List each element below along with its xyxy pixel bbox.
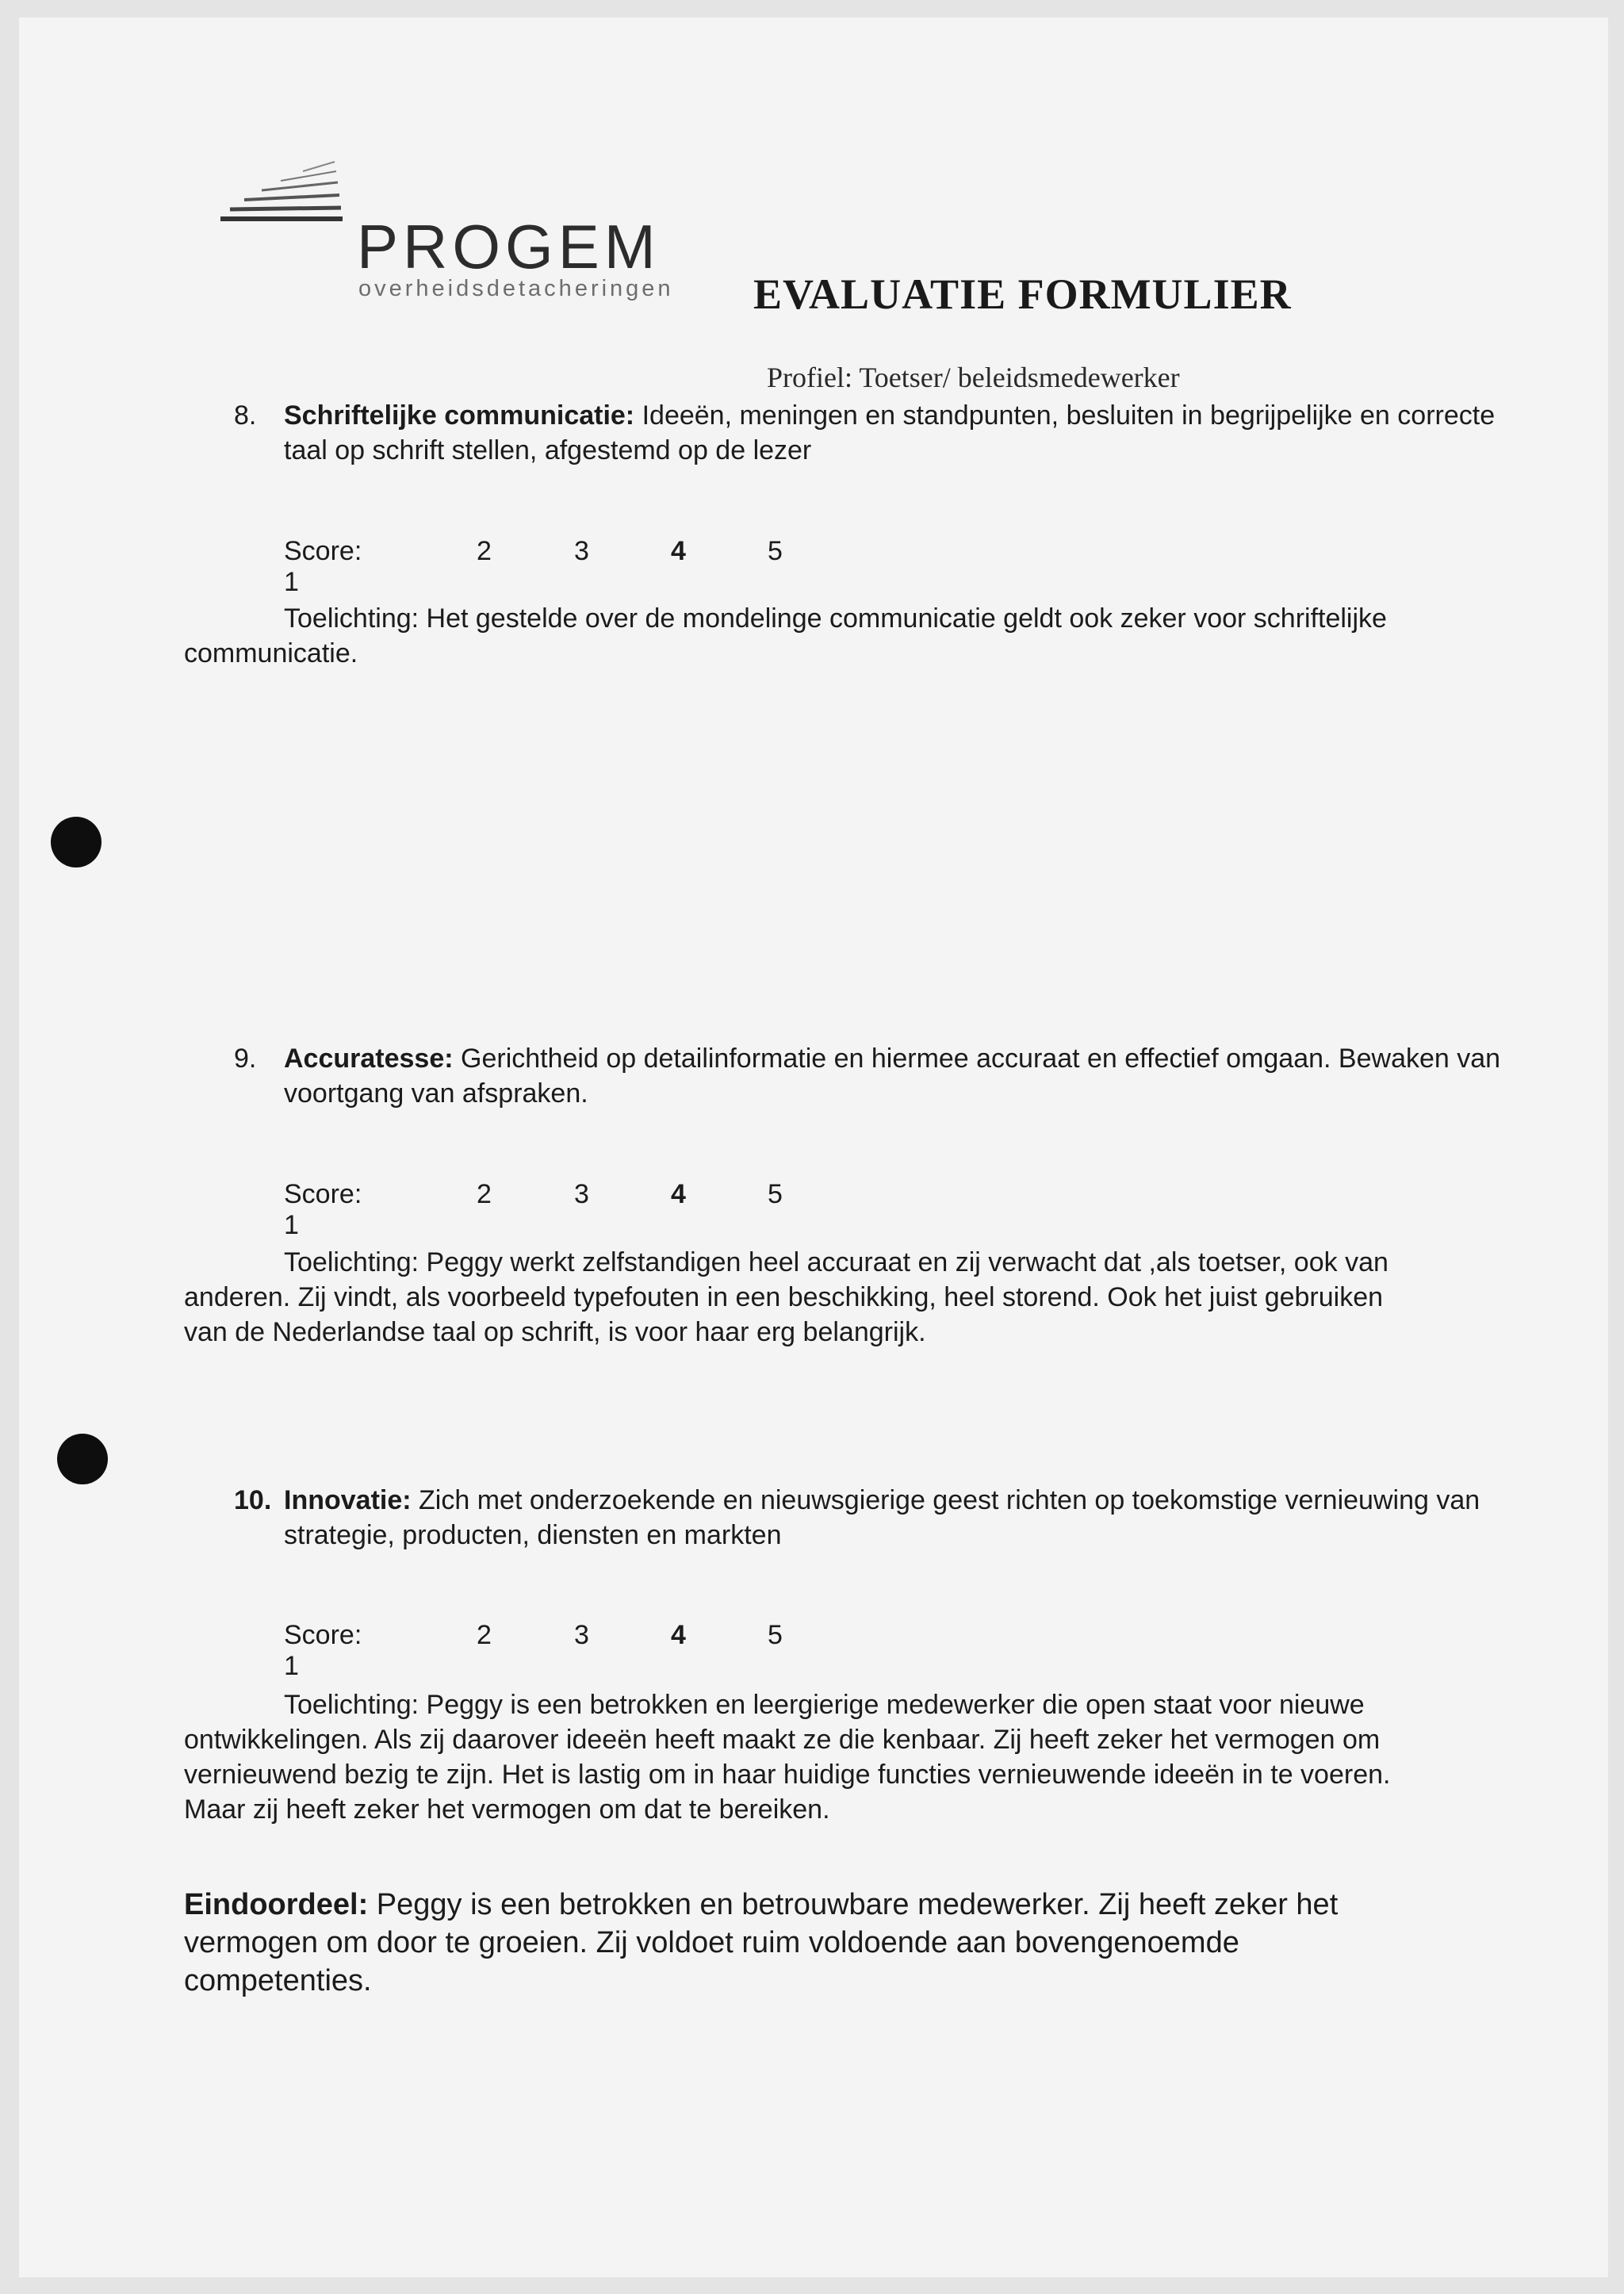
score-label: Score: 1: [284, 1620, 362, 1681]
criterion-name: Innovatie:: [284, 1485, 412, 1515]
score-option: 5: [768, 1620, 783, 1650]
logo-tagline: overheidsdetacheringen: [358, 276, 674, 301]
criterion-text: [284, 398, 1521, 468]
score-option: 2: [477, 536, 492, 566]
criterion-number: 8.: [234, 400, 257, 431]
score-option-selected: 4: [671, 1620, 686, 1650]
criterion-text: [284, 1483, 1521, 1553]
punch-hole: [57, 1434, 108, 1484]
criterion-name: Schriftelijke communicatie:: [284, 400, 635, 431]
score-option: 3: [574, 1179, 589, 1209]
score-option: 3: [574, 1620, 589, 1650]
punch-hole: [51, 817, 102, 867]
criterion-description: Zich met onderzoekende en nieuwsgierige geest richten op toekomstige vernieuwing van strategie, producten, diensten en markten: [284, 1485, 1480, 1550]
score-option: 5: [768, 1179, 783, 1209]
score-option-selected: 4: [671, 536, 686, 566]
profile-line: Profiel: Toetser/ beleidsmedewerker: [767, 362, 1180, 393]
criterion-description: Gerichtheid op detailinformatie en hiermee accuraat en effectief omgaan. Bewaken van voortgang van afspraken.: [284, 1044, 1501, 1109]
score-option: 3: [574, 536, 589, 566]
logo-swoosh-icon: [214, 149, 357, 228]
score-option-selected: 4: [671, 1179, 686, 1209]
score-option: 2: [477, 1620, 492, 1650]
final-label: Eindoordeel:: [184, 1888, 369, 1921]
document-title: EVALUATIE FORMULIER: [753, 270, 1292, 318]
final-judgement: [184, 1886, 1405, 2000]
score-label: Score: 1: [284, 536, 362, 597]
criterion-number: 9.: [234, 1044, 257, 1074]
criterion-explanation: Toelichting: Peggy is een betrokken en leergierige medewerker die open staat voor nieuwe ontwikkelingen. Als zij daarover ideeën heeft maakt ze die kenbaar. Zij heeft zeker het vermogen om vernieuwend bezig te zijn. Het is lastig om in haar huidige functies vernieuwende ideeën in te voeren. Maar zij heeft zeker het vermogen om dat te bereiken.: [184, 1690, 1391, 1825]
score-label: Score: 1: [284, 1179, 362, 1240]
score-option: 5: [768, 536, 783, 566]
criterion-explanation: Toelichting: Het gestelde over de mondelinge communicatie geldt ook zeker voor schriftelijke communicatie.: [184, 603, 1387, 668]
criterion-explanation: Toelichting: Peggy werkt zelfstandigen heel accuraat en zij verwacht dat ,als toetser, ook van anderen. Zij vindt, als voorbeeld typefouten in een beschikking, heel storend. Ook het juist gebruiken van de Nederlandse taal op schrift, is voor haar erg belangrijk.: [184, 1247, 1388, 1347]
criterion-description: Ideeën, meningen en standpunten, besluiten in begrijpelijke en correcte taal op schrift stellen, afgestemd op de lezer: [284, 400, 1496, 465]
logo-name: PROGEM: [357, 212, 661, 281]
criterion-name: Accuratesse:: [284, 1044, 454, 1074]
final-text: Peggy is een betrokken en betrouwbare medewerker. Zij heeft zeker het vermogen om door te groeien. Zij voldoet ruim voldoende aan bovengenoemde competenties.: [184, 1888, 1339, 1997]
criterion-text: [284, 1041, 1521, 1111]
criterion-number: 10.: [234, 1485, 272, 1515]
progem-logo: [214, 149, 722, 316]
score-option: 2: [477, 1179, 492, 1209]
